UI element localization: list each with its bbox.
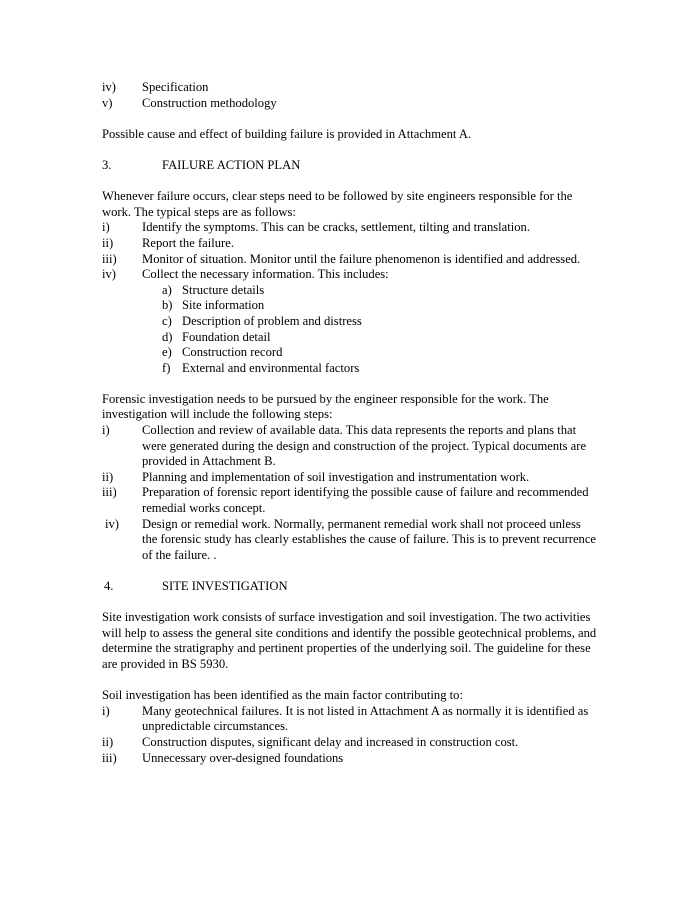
list-text: Construction methodology	[142, 95, 277, 110]
list-number: ii)	[102, 469, 114, 484]
sub-list-letter: c)	[162, 313, 172, 328]
list-item	[102, 423, 597, 470]
document-page	[102, 80, 597, 766]
section-number: 4.	[104, 579, 114, 593]
list-text: Identify the symptoms. This can be cracks, settlement, tilting and translation.	[142, 220, 530, 235]
list-text: Preparation of forensic report identifying the possible cause of failure and recommended remedial works concept.	[142, 485, 589, 516]
list-number: iii)	[102, 485, 117, 500]
sub-list-item	[102, 298, 597, 314]
list-number: iii)	[102, 251, 117, 266]
list-text: Construction disputes, significant delay and increased in construction cost.	[142, 734, 519, 749]
sub-list-item	[102, 283, 597, 299]
sub-list-text: Construction record	[182, 345, 283, 360]
list-number: iii)	[102, 750, 117, 765]
section-intro-paragraph: Whenever failure occurs, clear steps need to be followed by site engineers responsible for the work. The typical steps are as follows:	[102, 189, 573, 219]
list-text: Unnecessary over-designed foundations	[142, 750, 344, 765]
list-number: iv)	[102, 267, 116, 282]
sub-list-text: External and environmental factors	[182, 360, 360, 375]
sub-list-item	[102, 361, 597, 377]
sub-list-text: Foundation detail	[182, 329, 271, 344]
list-item	[102, 735, 597, 751]
list-text: Specification	[142, 80, 209, 94]
sub-list-item	[102, 330, 597, 346]
list-text: Design or remedial work. Normally, permanent remedial work shall not proceed unless the forensic study has clearly establishes the cause of failure. This is to prevent recurrence of the failure. .	[142, 516, 597, 562]
sub-list-text: Description of problem and distress	[182, 313, 362, 328]
list-number: i)	[102, 220, 110, 235]
list-number: v)	[102, 95, 113, 110]
sub-list-letter: b)	[162, 298, 173, 313]
list-text: Collect the necessary information. This includes:	[142, 267, 389, 282]
list-number: iv)	[102, 80, 116, 94]
list-text: Report the failure.	[142, 235, 234, 250]
list-text: Many geotechnical failures. It is not listed in Attachment A as normally it is identified as unpredictable circumstances.	[142, 703, 589, 734]
list-number: iv)	[105, 516, 119, 531]
list-item	[102, 517, 597, 564]
list-item	[102, 470, 597, 486]
list-item	[102, 80, 597, 96]
list-item	[102, 96, 597, 112]
list-number: i)	[102, 423, 110, 438]
sub-list-item	[102, 314, 597, 330]
list-number: ii)	[102, 734, 114, 749]
list-text: Collection and review of available data. This data represents the reports and plans that were generated during the design and construction of the project. Typical documents are provided in Attachment B.	[142, 423, 587, 469]
sub-list-letter: a)	[162, 282, 172, 297]
sub-list-item	[102, 345, 597, 361]
sub-list-letter: f)	[162, 360, 171, 375]
section-title: FAILURE ACTION PLAN	[162, 157, 301, 172]
sub-list-letter: d)	[162, 329, 173, 344]
list-item	[102, 751, 597, 767]
section-heading	[102, 579, 597, 595]
site-investigation-paragraph: Site investigation work consists of surface investigation and soil investigation. The two activities will help to assess the general site conditions and identify the possible geotechnical problems, and determine the stratigraphy and pertinent properties of the underlying soil. The guideline for these are provided in BS 5930.	[102, 610, 597, 671]
list-text: Planning and implementation of soil investigation and instrumentation work.	[142, 469, 530, 484]
section-number: 3.	[102, 157, 112, 172]
list-text: Monitor of situation. Monitor until the failure phenomenon is identified and addressed.	[142, 251, 581, 266]
list-item	[102, 267, 597, 283]
sub-list-text: Structure details	[182, 282, 265, 297]
section-heading	[102, 158, 597, 174]
section-title: SITE INVESTIGATION	[162, 579, 288, 593]
soil-investigation-paragraph: Soil investigation has been identified as the main factor contributing to:	[102, 688, 463, 703]
list-item	[102, 236, 597, 252]
sub-list-text: Site information	[182, 298, 265, 313]
list-item	[102, 704, 597, 735]
list-item	[102, 485, 597, 516]
sub-list-letter: e)	[162, 345, 172, 360]
list-number: i)	[102, 703, 110, 718]
list-number: ii)	[102, 235, 114, 250]
forensic-intro-paragraph: Forensic investigation needs to be pursued by the engineer responsible for the work. The investigation will include the following steps:	[102, 391, 549, 422]
cause-effect-paragraph: Possible cause and effect of building failure is provided in Attachment A.	[102, 126, 472, 141]
list-item	[102, 220, 597, 236]
list-item	[102, 252, 597, 268]
